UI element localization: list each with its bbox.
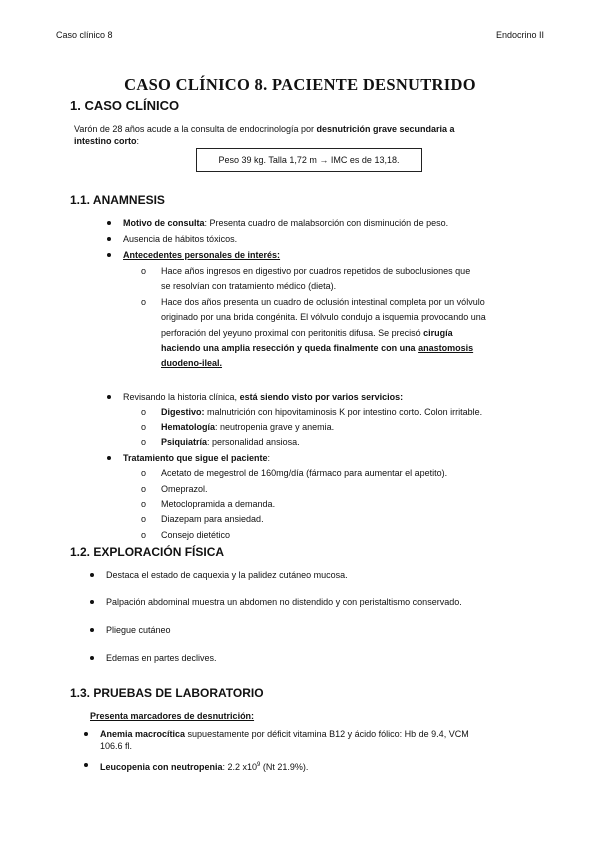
sub-item: [141, 482, 208, 497]
sub-item-line: Hace dos años presenta un cuadro de oclusión intestinal completa por un vólvulo: [161, 297, 485, 307]
list-item: [106, 567, 348, 583]
circle-bullet-icon: o: [141, 514, 147, 524]
bullet-icon: [90, 628, 94, 632]
bullet-label: Tratamiento que sigue el paciente: [123, 453, 268, 463]
circle-bullet-icon: o: [141, 297, 147, 307]
bullet-icon: [84, 732, 88, 736]
bullet-icon: [107, 221, 111, 225]
bullet-colon: :: [267, 453, 271, 463]
circle-bullet-icon: o: [141, 468, 147, 478]
section-heading-caso-clinico: 1. CASO CLÍNICO: [70, 98, 180, 113]
sub-item-bold: haciendo una amplia resección y queda finalmente con una: [161, 342, 419, 353]
sub-item-text: : neutropenia grave y anemia.: [215, 422, 335, 432]
sub-item-text: Diazepam para ansiedad.: [161, 514, 264, 524]
bullet-icon: [107, 253, 111, 257]
sub-item-bold-underlined: duodeno-ileal.: [161, 358, 223, 369]
superscript: 9: [257, 762, 261, 768]
bullet-text: : 2.2 x10: [222, 762, 258, 772]
bmi-box: Peso 39 kg. Talla 1,72 m → IMC es de 13,18.: [196, 148, 422, 172]
bullet-icon: [90, 656, 94, 660]
bullet-text: Edemas en partes declives.: [106, 653, 217, 663]
sub-item-text: Acetato de megestrol de 160mg/día (fármaco para aumentar el apetito).: [161, 468, 448, 478]
bullet-text: Revisando la historia clínica,: [123, 392, 240, 402]
intro-bold-2: intestino corto: [74, 136, 137, 146]
intro-colon: :: [136, 136, 140, 146]
list-item: [100, 728, 469, 752]
section-heading-laboratorio: 1.3. PRUEBAS DE LABORATORIO: [70, 686, 264, 700]
circle-bullet-icon: o: [141, 484, 147, 494]
bullet-text: Destaca el estado de caquexia y la palidez cutáneo mucosa.: [106, 570, 348, 580]
sub-item: [141, 497, 276, 512]
intro-line-2: [74, 133, 139, 149]
bullet-label: Motivo de consulta: [123, 218, 205, 228]
circle-bullet-icon: o: [141, 422, 147, 432]
circle-bullet-icon: o: [141, 437, 147, 447]
intro-text: Varón de 28 años acude a la consulta de endocrinología por: [74, 124, 317, 134]
sub-item-text: malnutrición con hipovitaminosis K por intestino corto. Colon irritable.: [204, 407, 483, 417]
sub-item-line: se resolvían con tratamiento médico (dieta).: [161, 281, 337, 292]
bullet-icon: [84, 763, 88, 767]
sub-item-label: Digestivo:: [161, 407, 205, 417]
sub-item: [141, 528, 231, 543]
list-item: [123, 231, 237, 247]
bullet-text: Palpación abdominal muestra un abdomen no distendido y con peristaltismo conservado.: [106, 597, 462, 607]
bullet-icon: [107, 456, 111, 460]
intro-bold: desnutrición grave secundaria a: [316, 124, 455, 134]
header-right: Endocrino II: [495, 30, 544, 40]
list-item: [123, 389, 403, 405]
list-item: [123, 450, 270, 466]
list-item: [106, 594, 462, 610]
bullet-label: Anemia macrocítica: [100, 729, 186, 739]
sub-item-text: perforación del yeyuno proximal con peritonitis difusa. Se precisó: [161, 327, 424, 338]
list-item: [123, 215, 448, 231]
sub-item-line: [161, 326, 486, 341]
bullet-icon: [90, 600, 94, 604]
bullet-label: Antecedentes personales de interés:: [123, 250, 281, 260]
bullet-text: (Nt 21.9%).: [260, 762, 309, 772]
bullet-line: [100, 728, 469, 740]
section-heading-anamnesis: 1.1. ANAMNESIS: [70, 193, 165, 207]
bullet-text: : Presenta cuadro de malabsorción con disminución de peso.: [204, 218, 449, 228]
sub-item-text: Metoclopramida a demanda.: [161, 499, 276, 509]
circle-bullet-icon: o: [141, 499, 147, 509]
sub-item-text: Omeprazol.: [161, 484, 208, 494]
circle-bullet-icon: o: [141, 407, 147, 417]
bullet-icon: [107, 237, 111, 241]
bullet-label: Leucopenia con neutropenia: [100, 762, 223, 772]
bullet-icon: [90, 573, 94, 577]
lab-subheading: [90, 708, 254, 724]
page-title: CASO CLÍNICO 8. PACIENTE DESNUTRIDO: [124, 75, 476, 94]
circle-bullet-icon: o: [141, 530, 147, 540]
sub-item: [141, 264, 471, 295]
bullet-bold: está siendo visto por varios servicios:: [239, 392, 404, 402]
lab-subheading-text: Presenta marcadores de desnutrición:: [90, 711, 255, 721]
sub-item: [141, 466, 448, 481]
sub-item-line: originado por una brida congénita. El vólvulo condujo a isquemia provocando una: [161, 312, 486, 323]
section-heading-exploracion: 1.2. EXPLORACIÓN FÍSICA: [70, 545, 225, 559]
list-item: [106, 622, 171, 638]
sub-item-label: Hematología: [161, 422, 216, 432]
circle-bullet-icon: o: [141, 266, 147, 276]
bullet-text: Pliegue cutáneo: [106, 625, 171, 635]
sub-item: [141, 420, 335, 435]
sub-item: [141, 512, 264, 527]
sub-item-line: Hace años ingresos en digestivo por cuadros repetidos de suboclusiones que: [161, 266, 471, 276]
sub-item-bold: cirugía: [423, 327, 453, 338]
sub-item-bold-underlined: anastomosis: [418, 342, 474, 353]
bullet-icon: [107, 395, 111, 399]
list-item: [106, 650, 217, 666]
sub-item: [141, 435, 300, 450]
header-left: Caso clínico 8: [56, 30, 113, 40]
sub-item-text: Consejo dietético: [161, 530, 231, 540]
bullet-text: supuestamente por déficit vitamina B12 y ácido fólico: Hb de 9.4, VCM: [185, 729, 469, 739]
list-item: [123, 247, 280, 263]
sub-item-line: [161, 356, 486, 371]
sub-item: [141, 405, 483, 420]
list-item: [100, 757, 308, 775]
bullet-text: Ausencia de hábitos tóxicos.: [123, 234, 238, 244]
sub-item-text: : personalidad ansiosa.: [207, 437, 300, 447]
sub-item-line: [161, 341, 486, 356]
sub-item: [141, 295, 486, 371]
bullet-line: 106.6 fl.: [100, 741, 133, 751]
sub-item-label: Psiquiatría: [161, 437, 208, 447]
